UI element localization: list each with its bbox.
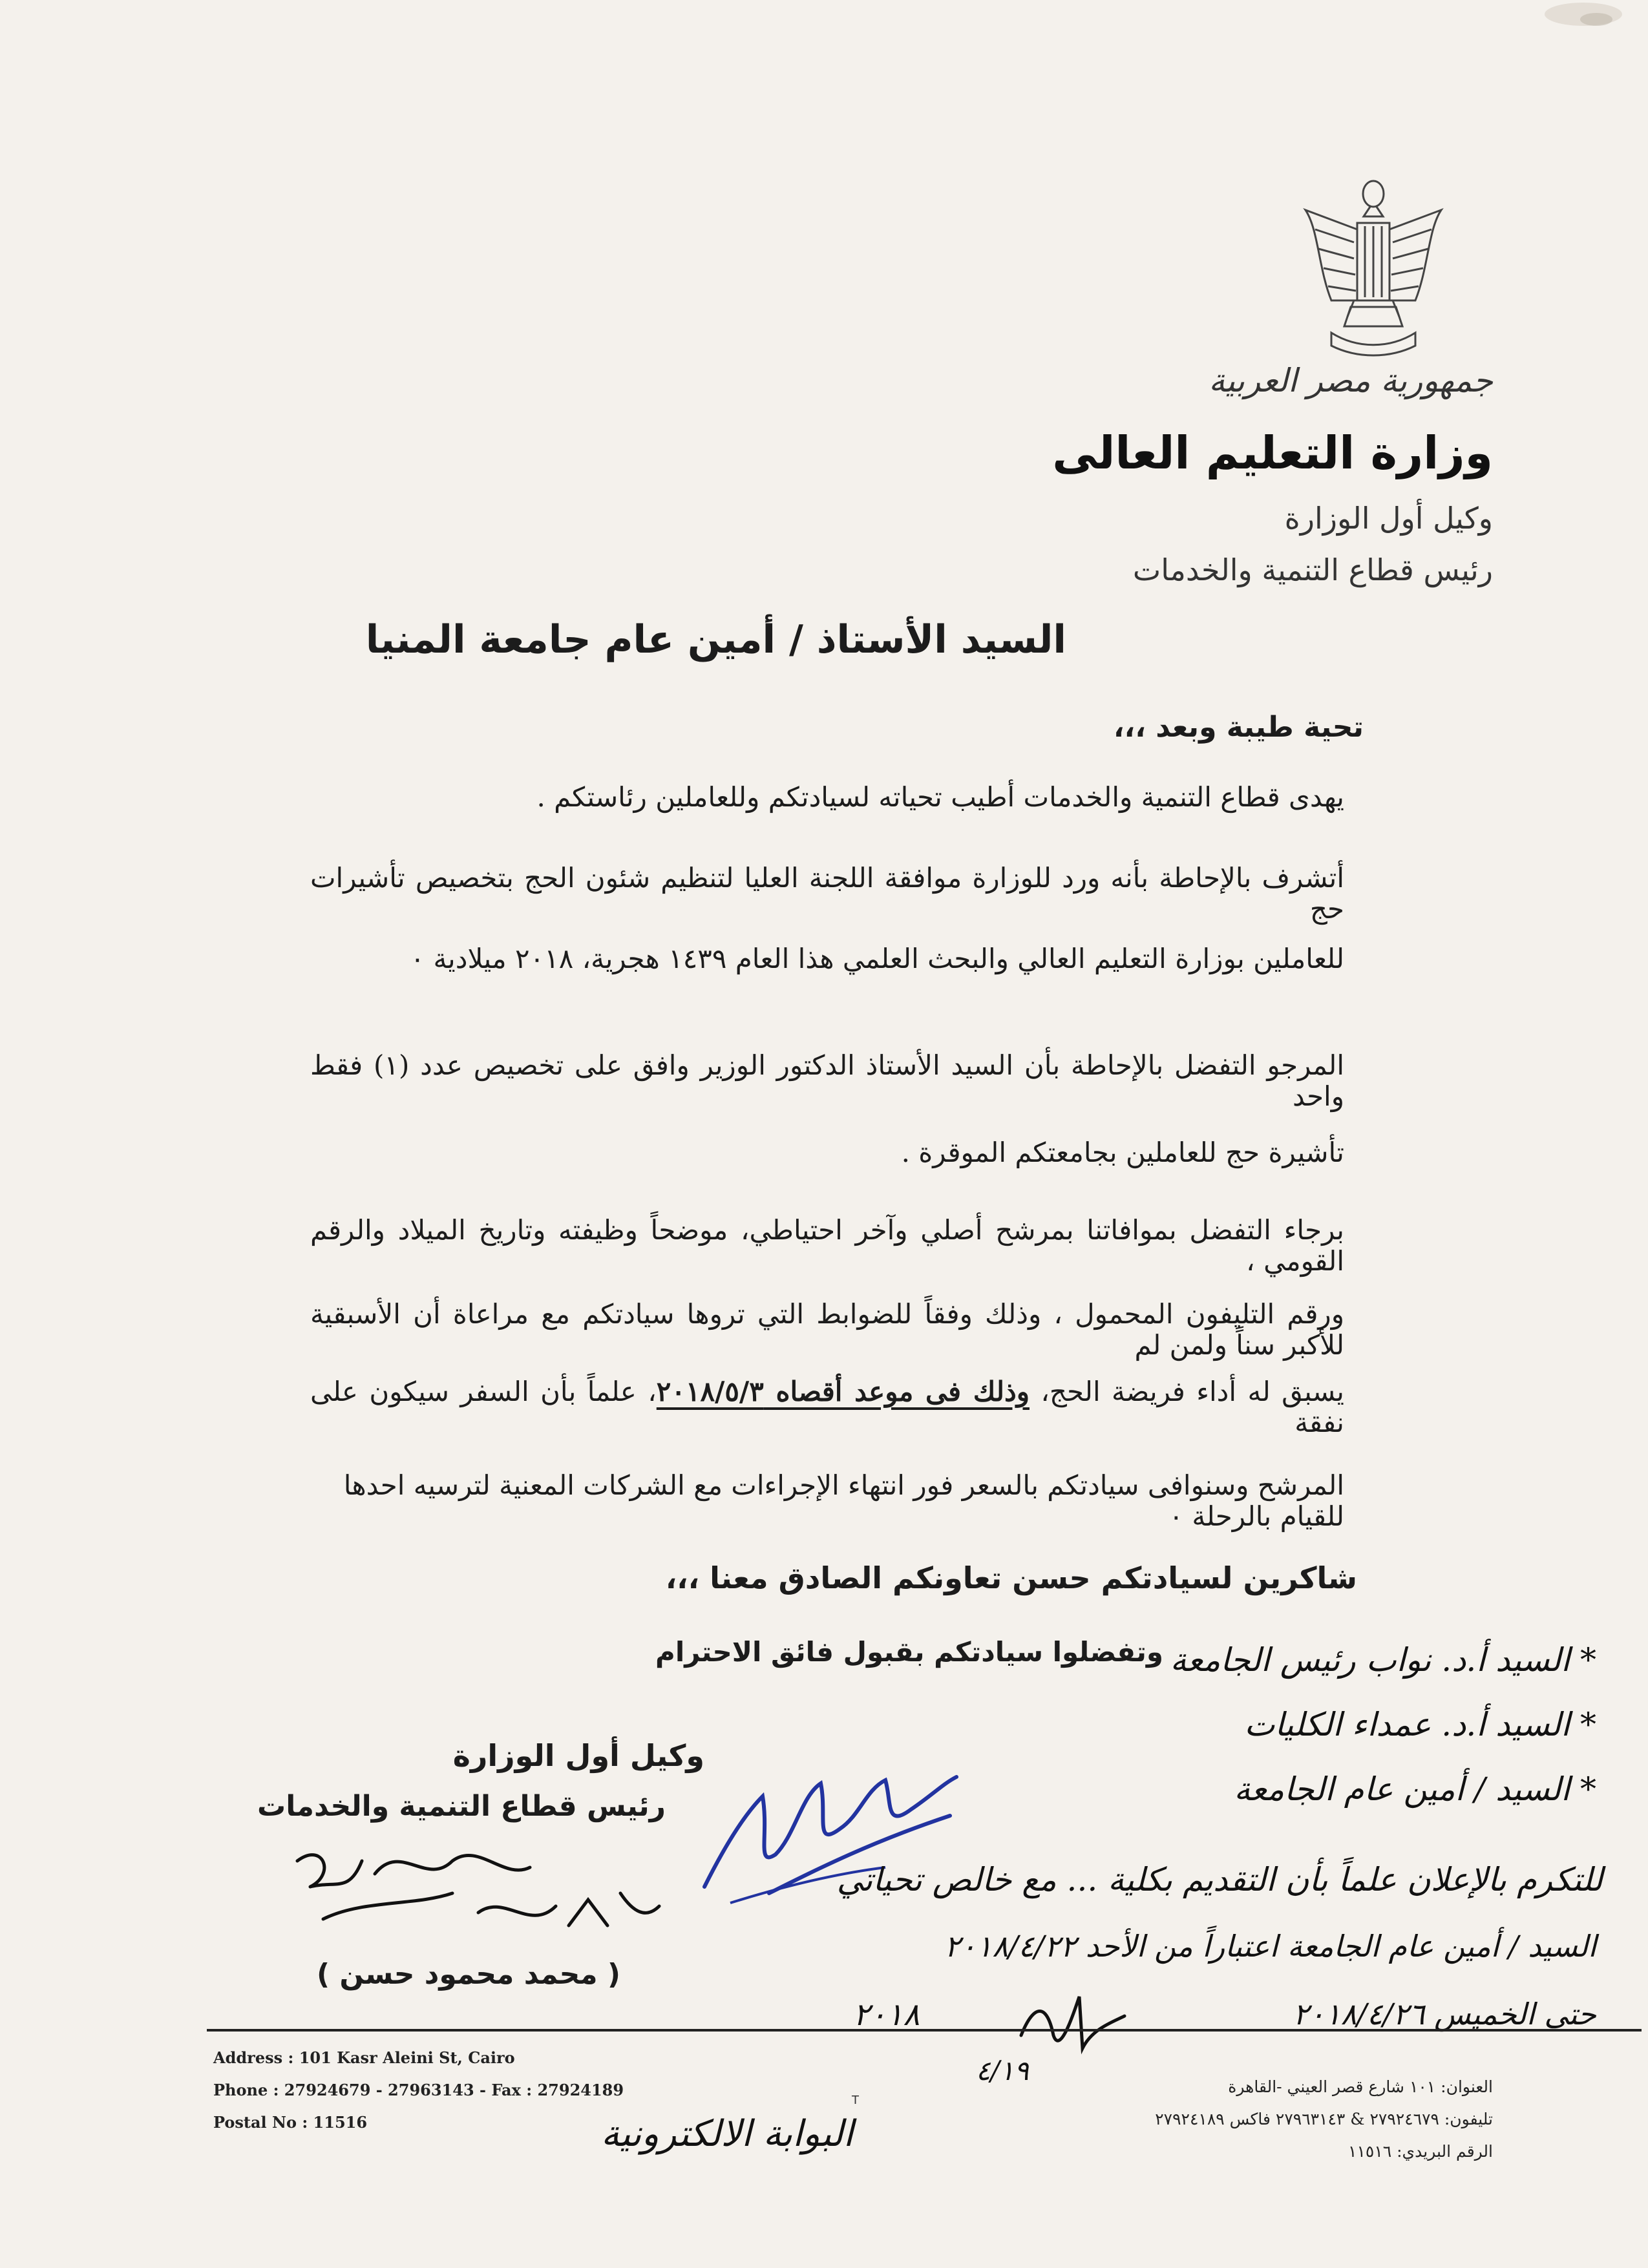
footer-arabic [1155,2071,1493,2168]
handwritten-small-date: ٤/١٩ [976,2055,1029,2086]
footer-postal-en: Postal No : 11516 [213,2113,368,2132]
signatory-role-2: رئيس قطاع التنمية والخدمات [257,1790,666,1823]
handwritten-note-vice-presidents: * السيد أ.د. نواب رئيس الجامعة [1170,1641,1596,1679]
paragraph-2-line-1: أتشرف بالإحاطة بأنه ورد للوزارة موافقة اللجنة العليا لتنظيم شئون الحج بتخصيص تأشيرات حج [310,862,1344,925]
paragraph-4-line-3 [310,1376,1344,1439]
paragraph-1: يهدى قطاع التنمية والخدمات أطيب تحياته لسيادتكم وللعاملين رئاستكم . [536,781,1344,813]
greeting: تحية طيبة وبعد ،،، [1113,711,1364,744]
header-republic: جمهورية مصر العربية [1209,362,1493,399]
paragraph-2-line-2: للعاملين بوزارة التعليم العالي والبحث العلمي هذا العام ١٤٣٩ هجرية، ٢٠١٨ ميلادية ٠ [410,943,1344,974]
handwritten-note-from-date: السيد / أمين عام الجامعة اعتباراً من الأحد ٢٠١٨/٤/٢٢ [944,1929,1596,1964]
paragraph-4-line-3-end: ، علماً بأن السفر سيكون على نفقة [310,1376,1344,1439]
footer-phone-ar: تليفون: ٢٧٩٢٤٦٧٩ & ٢٧٩٦٣١٤٣ فاكس ٢٧٩٢٤١٨٩ [1155,2110,1493,2128]
signatory-role-1: وكيل أول الوزارة [452,1738,704,1773]
closing-regards: وتفضلوا سيادتكم بقبول فائق الاحترام [655,1636,1163,1668]
handwritten-year: ٢٠١٨ [853,1997,920,2033]
paragraph-4-line-1: برجاء التفضل بموافاتنا بمرشح أصلي وآخر احتياطي، موضحاً وظيفته وتاريخ الميلاد والرقم القومي ، [310,1214,1344,1277]
header-ministry: وزارة التعليم العالى [1052,426,1493,479]
paragraph-4-line-4: المرشح وسنوافى سيادتكم بالسعر فور انتهاء الإجراءات مع الشركات المعنية لترسيه احدها للقيام بالرحلة ٠ [343,1469,1344,1533]
handwritten-note-to-date: حتى الخميس ٢٠١٨/٤/٢٦ [1293,1997,1596,2032]
header-sector-head: رئيس قطاع التنمية والخدمات [1132,552,1493,587]
footer-address-ar: العنوان: ١٠١ شارع قصر العيني -القاهرة [1228,2077,1493,2096]
paragraph-4-line-3-start: يسبق له أداء فريضة الحج، [1029,1376,1344,1407]
paper-stain [1499,0,1629,39]
closing-thanks: شاكرين لسيادتكم حسن تعاونكم الصادق معنا ،،، [665,1560,1357,1595]
handwritten-note-announcement: للتكرم بالإعلان علماً بأن التقديم بكلية ... مع خالص تحياتي [836,1861,1603,1898]
paragraph-3-line-2: تأشيرة حج للعاملين بجامعتكم الموقرة . [901,1137,1344,1168]
header-undersecretary: وكيل أول الوزارة [1284,501,1493,536]
handwritten-portal-note: البوابة الالكترونية [601,2113,854,2155]
handwritten-note-deans: * السيد أ.د. عمداء الكليات [1244,1706,1596,1743]
handwritten-signature-small [1015,1977,1131,2061]
footer-address-en: Address : 101 Kasr Aleini St, Cairo [213,2048,515,2067]
footer-english [213,2042,624,2139]
footer-t-mark: T [852,2094,859,2107]
paragraph-3-line-1: المرجو التفضل بالإحاطة بأن السيد الأستاذ الدكتور الوزير وافق على تخصيص عدد (١) فقط واحد [310,1049,1344,1113]
footer-divider [207,2029,1642,2032]
handwritten-note-secretary: * السيد / أمين عام الجامعة [1234,1770,1596,1808]
eagle-emblem-icon [1293,171,1454,359]
paragraph-4-line-2: ورقم التليفون المحمول ، وذلك وفقاً للضوابط التي تروها سيادتكم مع مراعاة أن الأسبقية للأكبر سناً ولمن لم [310,1298,1344,1361]
deadline-underlined: وذلك فى موعد أقصاه ٢٠١٨/٥/٣ [656,1376,1030,1407]
footer-phone-en: Phone : 27924679 - 27963143 - Fax : 27924189 [213,2081,624,2099]
handwritten-initials [284,1835,672,1945]
addressee: السيد الأستاذ / أمين عام جامعة المنيا [365,617,1066,662]
footer-postal-ar: الرقم البريدي: ١١٥١٦ [1348,2142,1493,2161]
signatory-name: ( محمد محمود حسن ) [316,1958,620,1991]
